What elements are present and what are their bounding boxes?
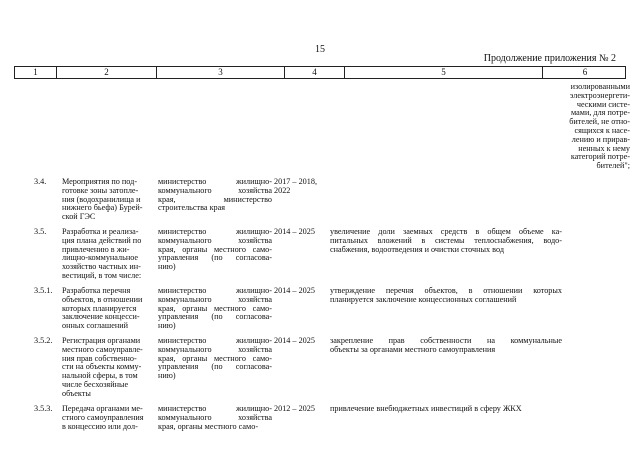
row-name: Мероприятия по под- готовке зоны затопле- ния (водохранилища и нижнего бьефа) Бурей- ской ГЭС [62,177,143,222]
row-number: 3.5.1. [34,286,53,295]
carryover-indicators [545,83,630,171]
col-header-4: 4 [285,67,345,78]
row-executor: министерство жилищно- коммунального хозяйства края, министерство строительства края [158,177,272,213]
table-header [14,66,626,79]
col-header-6: 6 [582,67,588,77]
row-period: 2014 – 2025 [274,336,315,345]
col-header-3: 3 [157,67,285,78]
indicator-line: лению и прирав- [571,134,630,144]
row-name: Передача органами ме- стного самоуправления в концессию или дол- [62,404,144,431]
indicator-line: категорий потре- [570,152,630,162]
row-period: 2017 – 2018, 2022 [274,177,317,195]
row-executor: министерство жилищно- коммунального хозяйства края, органы местного само- управления (по согласова- нию) [158,227,272,272]
indicator-line: бителей"; [596,161,630,171]
row-name: Регистрация органами местного самоуправле- ния прав собственно- сти на объекты комму- нальной сферы, в том числе бесхозяйные объекты [62,336,143,398]
col-header-2: 2 [57,67,157,78]
indicator-line: мами, для потре- [571,108,630,118]
appendix-continuation: Продолжение приложения № 2 [483,53,616,64]
row-period: 2014 – 2025 [274,286,315,295]
row-number: 3.5.3. [34,404,53,413]
row-period: 2014 – 2025 [274,227,315,236]
row-result: увеличение доли заемных средств в общем объеме ка- питальных вложений в системы теплоснабжения, водо- снабжения, водоотведения и очистки сточных вод [330,227,562,254]
row-result: закрепление прав собственности на коммунальные объекты за органами местного самоуправления [330,336,562,354]
row-result: утверждение перечня объектов, в отношении которых планируется заключение концессионных соглашений [330,286,562,304]
row-number: 3.4. [34,177,47,186]
row-executor: министерство жилищно- коммунального хозяйства края, органы местного само- управления (по согласова- нию) [158,286,272,331]
row-name: Разработка перечня объектов, в отношении которых планируется заключение концесси- онных соглашений [62,286,143,331]
indicator-line: сящихся к насе- [574,125,630,135]
indicator-line: бителей, не отно- [569,117,630,127]
row-number: 3.5. [34,227,47,236]
row-executor: министерство жилищно- коммунального хозяйства края, органы местного само- [158,404,272,431]
row-number: 3.5.2. [34,336,53,345]
row-result: привлечение внебюджетных инвестиций в сферу ЖКХ [330,404,522,413]
indicator-line: электроэнергети- [569,90,630,100]
row-executor: министерство жилищно- коммунального хозяйства края, органы местного само- управления (по согласова- нию) [158,336,272,381]
col-header-1: 1 [15,67,57,78]
row-name: Разработка и реализа- ция плана действий по привлечению в жи- лищно-коммунальное хозяйство частных ин- вестиций, в том числе: [62,227,142,280]
page-number: 15 [315,44,325,55]
indicator-line: ческими систе- [576,99,630,109]
indicator-line: изолированными [570,82,630,91]
row-period: 2012 – 2025 [274,404,315,413]
indicator-line: ненных к нему [578,143,630,153]
col-header-5: 5 [345,67,543,78]
